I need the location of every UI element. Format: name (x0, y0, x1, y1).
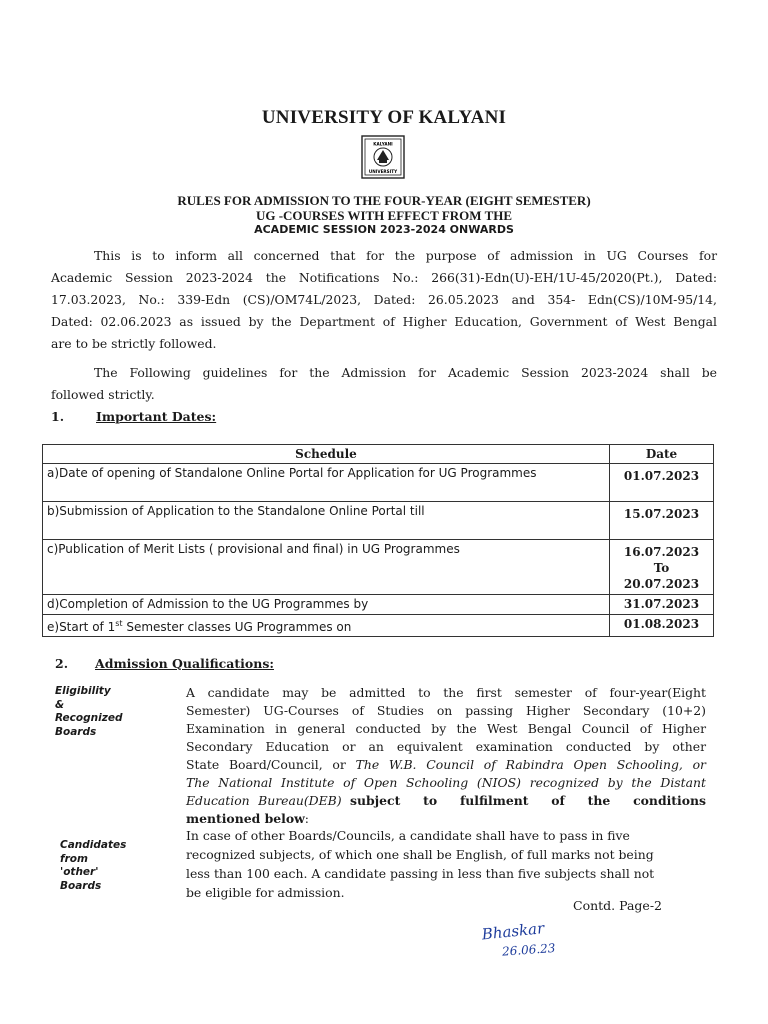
date-cell: 01.08.2023 (610, 615, 714, 637)
schedule-pre: e)Start of 1 (47, 620, 116, 634)
signature-date: 26.06.23 (501, 940, 556, 959)
section1-title: Important Dates: (96, 409, 217, 424)
date-cell: 31.07.2023 (610, 595, 714, 615)
label-line: from (60, 852, 88, 865)
schedule-cell: d)Completion of Admission to the UG Programmes by (43, 595, 610, 615)
eligibility-line: A candidate may be admitted to the first semester of four-year(Eight (186, 685, 706, 700)
intro-line: Academic Session 2023-2024 the Notifications No.: 266(31)-Edn(U)-EH/1U-45/2020(Pt.), Dated: (51, 270, 717, 285)
signature-name: Bhaskar (480, 919, 546, 944)
date-cell: 15.07.2023 (610, 502, 714, 540)
rules-heading-line3: ACADEMIC SESSION 2023-2024 ONWARDS (254, 223, 514, 236)
label-line: & (55, 698, 65, 711)
other-boards-line: less than 100 each. A candidate passing in less than five subjects shall not (186, 866, 655, 881)
plain-text: State Board/Council, or (186, 757, 356, 772)
table-header-row (43, 445, 714, 464)
schedule-cell: c)Publication of Merit Lists ( provisional and final) in UG Programmes (43, 540, 610, 595)
bold-text: mentioned below (186, 811, 305, 826)
label-line: Boards (55, 725, 97, 738)
section1-number: 1. (51, 409, 65, 424)
date-from: 16.07.2023 (623, 545, 700, 559)
schedule-cell: b)Submission of Application to the Standalone Online Portal till (43, 502, 610, 540)
eligibility-text (186, 684, 706, 828)
university-title: UNIVERSITY OF KALYANI (261, 107, 507, 128)
table-row (43, 615, 714, 637)
label-line: Eligibility (55, 685, 111, 697)
signature-icon (476, 914, 596, 960)
eligibility-line (186, 756, 706, 774)
guidelines-line: The Following guidelines for the Admission for Academic Session 2023-2024 shall be (94, 365, 717, 380)
table-row (43, 540, 714, 595)
date-cell: 01.07.2023 (610, 464, 714, 502)
other-boards-line: be eligible for admission. (186, 885, 345, 900)
section2-number: 2. (55, 656, 69, 671)
date-range-cell (610, 540, 714, 595)
label-line: Boards (60, 879, 102, 892)
other-boards-line: In case of other Boards/Councils, a candidate shall have to pass in five (186, 828, 630, 843)
table-row (43, 502, 714, 540)
table-row (43, 464, 714, 502)
intro-line: Dated: 02.06.2023 as issued by the Department of Higher Education, Government of West Bengal (51, 314, 717, 329)
date-to: 20.07.2023 (623, 577, 700, 591)
bold-text: subject to fulfilment of the conditions (350, 793, 706, 808)
label-line: 'other' (60, 866, 99, 878)
intro-line: 17.03.2023, No.: 339-Edn (CS)/OM74L/2023, Dated: 26.05.2023 and 354- Edn(CS)/10M-95/14, (51, 292, 717, 307)
date-column-header: Date (610, 445, 714, 464)
other-boards-label (60, 839, 126, 893)
schedule-cell: a)Date of opening of Standalone Online Portal for Application for UG Programmes (43, 464, 610, 502)
schedule-column-header: Schedule (43, 445, 610, 464)
seal-top-text: KALYANI (373, 141, 393, 147)
section2-title: Admission Qualifications: (95, 656, 274, 671)
label-line: Recognized (55, 712, 123, 724)
guidelines-line: followed strictly. (51, 387, 155, 402)
rules-heading-line1: RULES FOR ADMISSION TO THE FOUR-YEAR (EIGHT SEMESTER) (177, 193, 591, 208)
eligibility-label (55, 685, 122, 739)
seal-bottom-text: UNIVERSITY (368, 169, 398, 174)
date-to-word: To (653, 561, 670, 575)
label-line: Candidates (60, 839, 127, 851)
ordinal-suffix: st (115, 619, 123, 628)
eligibility-line: The National Institute of Open Schooling (NIOS) recognized by the Distant (186, 775, 706, 790)
italic-text: The W.B. Council of Rabindra Open Schooling, or (355, 757, 706, 772)
other-boards-text (186, 826, 706, 902)
intro-paragraph (51, 245, 717, 355)
intro-line: are to be strictly followed. (51, 336, 217, 351)
eligibility-line (186, 792, 706, 810)
italic-text: Education Bureau(DEB) (186, 793, 351, 808)
schedule-post: Semester classes UG Programmes on (122, 620, 352, 634)
plain-text: : (304, 811, 309, 826)
schedule-cell (43, 615, 610, 637)
table-row (43, 595, 714, 615)
continued-note: Contd. Page-2 (573, 898, 662, 913)
rules-heading-line2: UG -COURSES WITH EFFECT FROM THE (255, 208, 513, 223)
intro-line: This is to inform all concerned that for the purpose of admission in UG Courses for (94, 248, 717, 263)
university-seal-icon (361, 135, 405, 179)
other-boards-line: recognized subjects, of which one shall be English, of full marks not being (186, 847, 654, 862)
eligibility-line: Secondary Education or an equivalent examination conducted by other (186, 739, 706, 754)
eligibility-line: Examination in general conducted by the West Bengal Council of Higher (186, 721, 706, 736)
eligibility-line: Semester) UG-Courses of Studies on passing Higher Secondary (10+2) (186, 703, 706, 718)
guidelines-paragraph (51, 362, 717, 406)
important-dates-table (42, 444, 714, 637)
